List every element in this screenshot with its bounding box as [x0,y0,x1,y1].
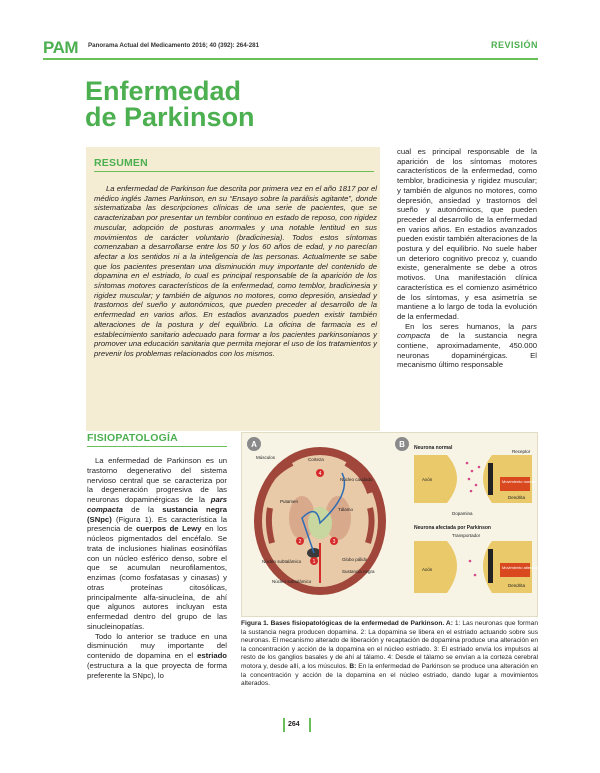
label-receptor: Receptor [512,449,531,454]
normal-dopamine-dots [466,462,481,493]
header-rule [43,58,538,60]
marker-2-label: 2 [298,539,302,545]
title-line-2: de Parkinson [85,102,255,132]
journal-logo: PAM [43,38,79,57]
label-dendrita-normal: Dendrita [508,495,526,500]
label-sustancia-negra: Sustancia negra [342,569,375,574]
panel-a-letter: A [251,440,257,449]
label-putamen: Putamen [280,499,299,504]
label-dopamina: Dopamina [452,511,473,516]
fisiopatologia-text [87,456,227,680]
page-number-bar-right [309,718,311,732]
figure-illustration [242,433,539,618]
section-label: REVISIÓN [490,40,538,50]
marker-3-label: 3 [332,539,336,545]
label-axon-normal: Axón [422,477,433,482]
label-dendrita-afectada: Dendrita [508,583,526,588]
resumen-rule [94,171,374,172]
marker-4-label: 4 [318,471,322,477]
affected-dopamine-dots [469,560,477,577]
affected-presynaptic [414,541,457,593]
label-neurona-normal: Neurona normal [414,445,453,451]
figure-caption: Figura 1. Bases fisiopatológicas de la enfermedad de Parkinson. A: 1: Las neuronas que forman la sustancia negra producen dopamina. 2: La dopamina se libera en el estriado actuando sobre sus neuronas. El mecanismo alterado de liberación y recaptación de dopamina produce una alteración en la concentración y acción de la dopamina en el núcleo estriado. 3: El estriado envía los impulsos al resto de los ganglios basales y de ahí al tálamo. 4: Desde el tálamo se envían a la corteza cerebral motora y, desde allí, a los músculos. B: En la enfermedad de Parkinson se produce una alteración en la concentración y acción de la dopamina en el núcleo estriado, dando lugar a movimientos alterados. [241,620,538,688]
title-line-1: Enfermedad [85,76,242,106]
journal-citation: Panorama Actual del Medicamento 2016; 40 (392): 264-281 [88,42,260,49]
label-nucleo-subtalamico: Núcleo subtalámico [262,559,302,564]
page-number-bar-left [283,718,285,732]
affected-receptors [488,549,493,583]
fisiopatologia-rule [87,446,227,447]
label-talamo: Tálamo [338,507,354,512]
panel-b-letter: B [399,440,405,449]
label-axon-afectado: Axón [422,567,433,572]
resumen-text [94,184,377,359]
right-paragraph-1: cual es principal responsable de la aparición de los síntomas motores característicos de la enfermedad, como temblor, bradicinesia y rigidez muscular; y también de algunos no motores, como depresión, ansiedad y trastornos del sueño y autonómicos, que pueden preceder al desarrollo de la enfermedad en varios años. En estadios avanzados pueden existir también alteraciones de la postura y del equilibrio. No suele haber un deterioro cognitivo precoz y, cuando existe, generalmente se debe a otros motivos. Una manifestación clínica característica es el comienzo asimétrico de los síntomas, y esa asimetría se mantiene a lo largo de toda la evolución de la enfermedad. [397,147,537,321]
fisio-paragraph-1: La enfermedad de Parkinson es un trastorno degenerativo del sistema nervioso central que se caracteriza por la degeneración progresiva de las neuronas dopaminérgicas de la pars compacta de la sustancia negra (SNpc) (Figura 1). Es característica la presencia de cuerpos de Lewy en los núcleos pigmentados del encéfalo. Se trata de inclusiones hialinas eosinófilas con un núcleo esférico denso, sobre el que se acumulan neurofilamentos, enzimas (como fosfatasas y cinasas) y otras proteínas citosólicas, principalmente alfa-sinucleína, de ahí que algunos autores incluyan esta enfermedad dentro del grupo de las sinucleinopatías. [87,456,227,631]
label-musculos: Músculos [256,455,276,460]
marker-1-label: 1 [312,559,316,565]
article-title [85,78,385,130]
resumen-paragraph: La enfermedad de Parkinson fue descrita por primera vez en el año 1817 por el médico inglés James Parkinson, en su “Ensayo sobre la parálisis agitante”, donde sistematizaba las descripciones clínicas de una serie de pacientes, que se caracterizaban por presentar un temblor continuo en estado de reposo, con rigidez muscular, adopción de posturas anormales y una notable lentitud en sus movimientos de carácter voluntario (bradicinesia). Todos estos síntomas comenzaban a desarrollarse entre los 50 y los 60 años de edad, y no parecían afectar a los sentidos ni a la inteligencia de las personas. Actualmente se sabe que los pacientes presentan una disminución muy importante del contenido de dopamina en el estriado, lo cual es principal responsable de la aparición de los síntomas motores característicos de la enfermedad, como temblor, bradicinesia y rigidez muscular; y también de algunos no motores, como depresión, ansiedad y trastornos del sueño y autonómicos, que pueden preceder al desarrollo de la enfermedad en varios años. En estadios avanzados pueden existir también alteraciones de la postura y del equilibrio. La oficina de farmacia es el establecimiento sanitario adecuado para formar a los pacientes parkinsonianos y promover una educación sanitaria que permita mejorar el uso de los tratamientos y prevenir los problemas relacionados con los mismos. [94,184,377,358]
label-nucleo-subtalamico-2: Núcleo subtalámico [272,579,312,584]
label-movimiento-alterado: Movimiento alterado [502,565,539,570]
page-number: 264 [288,721,300,728]
normal-presynaptic [414,455,457,503]
right-paragraph-2: En los seres humanos, la pars compacta de la sustancia negra contiene, aproximadamente, 450.000 neuronas dopaminérgicas. El mecanismo último responsable [397,321,537,370]
resumen-heading: RESUMEN [94,157,148,169]
label-globo-palido: Globo pálido [342,557,368,562]
figure-1 [241,432,538,617]
label-corteza: Corteza [308,457,324,462]
normal-receptors [488,463,493,495]
label-transportador: Transportador [452,533,481,538]
label-nucleo-caudado: Núcleo caudado [340,477,373,482]
fisiopatologia-heading: FISIOPATOLOGÍA [87,432,178,444]
label-neurona-afectada: Neurona afectada por Parkinson [414,525,491,531]
right-column-text [397,147,537,370]
fisio-paragraph-2: Todo lo anterior se traduce en una disminución muy importante del contenido de dopamina en el estriado (estructura a la que proyecta de forma preferente la SNpc), lo [87,631,227,680]
label-movimiento-normal: Movimiento normal [502,479,536,484]
